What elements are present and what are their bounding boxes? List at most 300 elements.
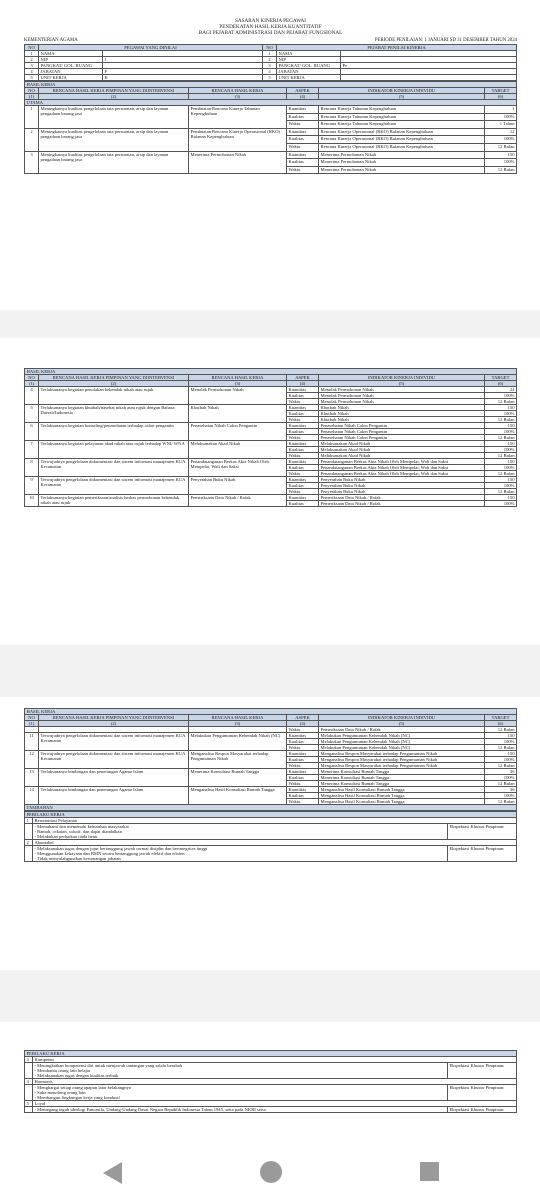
behavior-items: [33, 824, 448, 840]
field-label: JABATAN: [39, 69, 103, 75]
rhk-pimpinan-cell: Terlaksananya kegiatan khutbah/nasehat nikah atau rujuk dengan Bahasa Daerah/Indonesia: [39, 405, 189, 423]
row-number: 2: [25, 840, 33, 846]
rhk-pimpinan-cell: Terwujudnya pengelolaan dokumentasi dan sistem informasi manajemen KUA Kecamatan: [39, 459, 189, 477]
row-number: 2: [25, 57, 39, 63]
aspek-cell: Waktu: [287, 143, 319, 151]
field-label: PANGKAT/ GOL. RUANG: [39, 63, 103, 69]
target-cell: 150: [485, 405, 517, 411]
indikator-cell: Pemeriksaan Data Nikah / Rafak: [319, 495, 485, 501]
row-number: 7: [25, 441, 39, 459]
behavior-item: - Ramah, cekatan, solutif, dan dapat diandalkan: [34, 829, 122, 834]
identity-no-header: NO: [25, 45, 39, 51]
indikator-cell: Rencana Kinerja Tahunan Kepenghuluan: [319, 121, 485, 129]
row-number: 4: [25, 1079, 33, 1085]
aspek-cell: Waktu: [287, 121, 319, 129]
empty-cell: [25, 1107, 33, 1113]
indikator-cell: Melakukan Pengumuman Kehendak Nikah (NC): [319, 733, 485, 739]
aspek-cell: Kualitas: [287, 757, 319, 763]
behavior-item: - Melaksanakan tugas dengan kualitas terbaik: [34, 1073, 119, 1078]
target-cell: 12 Bulan: [485, 799, 517, 805]
aspek-cell: Waktu: [287, 453, 319, 459]
indikator-cell: Menerima Konsultasi Rumah Tangga: [319, 775, 485, 781]
aspek-cell: Kuantitas: [287, 387, 319, 393]
title-line-2: PENDEKATAN HASIL KERJA KUANTITATIF: [219, 24, 322, 30]
rhk-pimpinan-cell: Meningkatnya kualitas pengelolaan tata persuratan, arsip dan layanan pengadaan barang jasa: [39, 106, 189, 129]
aspek-cell: Kualitas: [287, 393, 319, 399]
rhk-pimpinan-cell: Terwujudnya pengelolaan dokumentasi dan sistem informasi manajemen KUA Kecamatan: [39, 477, 189, 495]
behavior-item: - Melakukan perbaikan tiada henti: [34, 834, 98, 839]
behavior-item: - Melaksanakan tugas dengan jujur bertanggung jawab cermat disiplin dan berintegritas tinggi: [34, 846, 208, 851]
col-index: (4): [287, 381, 319, 387]
col-index: (2): [39, 721, 189, 727]
col-index: (2): [39, 94, 189, 100]
indikator-cell: Melaksanakan Akad Nikah: [319, 447, 485, 453]
target-cell: 12 Bulan: [485, 435, 517, 441]
col-target: TARGET: [485, 375, 517, 381]
aspek-cell: Kuantitas: [287, 787, 319, 793]
field-label: NIP: [277, 57, 341, 63]
aspek-cell: Waktu: [287, 399, 319, 405]
col-index: (3): [189, 94, 287, 100]
target-cell: 150: [485, 441, 517, 447]
indikator-cell: Penandatanganan Berkas Akta Nikah Oleh Mempelai, Wali dan Saksi: [319, 465, 485, 471]
field-value: Pe: [341, 63, 517, 69]
col-rhk: RENCANA HASIL KERJA: [189, 88, 287, 94]
indikator-cell: Khutbah Nikah: [319, 411, 485, 417]
field-label: NIP: [39, 57, 103, 63]
leader-expectation: Ekspektasi Khusus Pimpinan:: [448, 1085, 517, 1101]
aspek-cell: Kuantitas: [287, 128, 319, 136]
field-label: NAMA: [39, 51, 103, 57]
empty-cell: [25, 846, 33, 862]
field-value: [341, 75, 517, 81]
field-label: NAMA: [277, 51, 341, 57]
document-page-3: [24, 708, 517, 862]
indikator-cell: Menganalisa Respon Masyarakat terhadap Pengumuman Nikah: [319, 763, 485, 769]
circle-home-icon[interactable]: [260, 1161, 282, 1183]
target-cell: 12 Bulan: [485, 745, 517, 751]
section-hasil-kerja: HASIL KERJA: [25, 82, 517, 88]
col-aspek: ASPEK: [287, 715, 319, 721]
aspek-cell: Kualitas: [287, 113, 319, 121]
field-value: 1: [103, 57, 263, 63]
row-number: 13: [25, 769, 39, 787]
col-index: (5): [319, 721, 485, 727]
aspek-cell: Kualitas: [287, 775, 319, 781]
aspek-cell: Waktu: [287, 471, 319, 477]
rhk-cell: Menerima Permohonan Nikah: [189, 151, 287, 174]
col-target: TARGET: [485, 715, 517, 721]
indikator-cell: Menganalisa Hasil Konsultasi Rumah Tangga: [319, 787, 485, 793]
indikator-cell: Penandatanganan Berkas Akta Nikah Oleh Mempelai, Wali dan Saksi: [319, 471, 485, 477]
work-results-table-3: [24, 708, 517, 811]
row-number: 4: [25, 387, 39, 405]
identity-table: [24, 44, 517, 81]
indikator-cell: Pemeriksaan Data Nikah / Rafak: [319, 501, 485, 507]
col-index: (6): [485, 94, 517, 100]
aspek-cell: Kualitas: [287, 793, 319, 799]
indikator-cell: Melaksanakan Akad Nikah: [319, 441, 485, 447]
field-value: F: [103, 69, 263, 75]
row-number: 5: [263, 75, 277, 81]
work-result-row: [25, 106, 517, 114]
col-index: (1): [25, 94, 39, 100]
row-number: 4: [25, 69, 39, 75]
leader-expectation: Ekspektasi Khusus Pimpinan:: [448, 824, 517, 840]
col-index: (1): [25, 381, 39, 387]
target-cell: 12: [485, 128, 517, 136]
title-line-3: BAGI PEJABAT ADMINISTRASI DAN PEJABAT FUNGSIONAL: [198, 30, 343, 36]
document-page-1: [24, 18, 517, 174]
document-page-2: [24, 368, 517, 507]
behavior-item: - Membangun lingkungan kerja yang kondusif: [34, 1095, 120, 1100]
target-cell: 100%: [485, 793, 517, 799]
target-cell: 150: [485, 459, 517, 465]
col-no: NO: [25, 88, 39, 94]
section-hasil-kerja: HASIL KERJA: [25, 369, 517, 375]
col-index: (5): [319, 94, 485, 100]
col-aspek: ASPEK: [287, 88, 319, 94]
indikator-cell: Penasehatan Nikah Calon Pengantin: [319, 423, 485, 429]
indikator-cell: Rencana Kinerja Tahunan Kepenghuluan: [319, 113, 485, 121]
empty-cell: [25, 1085, 33, 1101]
work-results-table-1: [24, 81, 517, 174]
aspek-cell: Kuantitas: [287, 405, 319, 411]
assessment-period: PERIODE PENILAIAN: 1 JANUARI SD 31 DESEMBER TAHUN 2024: [374, 38, 517, 43]
target-cell: 12 Bulan: [485, 453, 517, 459]
aspek-cell: Kuantitas: [287, 477, 319, 483]
indikator-cell: Penyerahan Buku Nikah: [319, 489, 485, 495]
indikator-cell: Menganalisa Respon Masyarakat terhadap Pengumuman Nikah: [319, 751, 485, 757]
col-rhk: RENCANA HASIL KERJA: [189, 715, 287, 721]
leader-expectation: Ekspektasi Khusus Pimpinan:: [448, 1107, 517, 1113]
col-no: NO: [25, 375, 39, 381]
aspek-cell: Kuantitas: [287, 495, 319, 501]
col-index: (3): [189, 721, 287, 727]
aspek-cell: Kuantitas: [287, 751, 319, 757]
page-gap: [0, 970, 540, 1022]
target-cell: 100%: [485, 447, 517, 453]
target-cell: 36: [485, 769, 517, 775]
col-index: (6): [485, 721, 517, 727]
target-cell: 12 Bulan: [485, 399, 517, 405]
indikator-cell: Penasehatan Nikah Calon Pengantin: [319, 435, 485, 441]
indikator-cell: Rencana Kinerja Operasional (RKO) Bulanan Kepenghuluan: [319, 136, 485, 144]
aspek-cell: Waktu: [287, 435, 319, 441]
aspek-cell: Kuantitas: [287, 769, 319, 775]
row-number: 3: [25, 151, 39, 174]
triangle-back-icon[interactable]: [103, 1162, 122, 1184]
title-line-1: SASARAN KINERJA PEGAWAI: [234, 18, 307, 24]
aspek-cell: Waktu: [287, 727, 319, 733]
col-index: (4): [287, 721, 319, 727]
target-cell: 100%: [485, 501, 517, 507]
target-cell: 12 Bulan: [485, 763, 517, 769]
row-number: 5: [25, 1101, 33, 1107]
aspek-cell: Kualitas: [287, 501, 319, 507]
indikator-cell: Menganalisa Respon Masyarakat terhadap Pengumuman Nikah: [319, 757, 485, 763]
leader-expectation: Ekspektasi Khusus Pimpinan:: [448, 1063, 517, 1079]
behavior-item: - Membantu orang lain belajar: [34, 1068, 91, 1073]
rhk-pimpinan-cell: Terlaksananya kegiatan pelayanan akad nikah atau rujuk terhadap WNI/ WNA: [39, 441, 189, 459]
row-number: 10: [25, 495, 39, 507]
target-cell: 100%: [485, 429, 517, 435]
work-result-row: [25, 459, 517, 465]
rhk-cell: Melaksanakan Akad Nikah: [189, 441, 287, 459]
target-cell: 36: [485, 787, 517, 793]
aspek-cell: Kuantitas: [287, 106, 319, 114]
aspek-cell: Kualitas: [287, 159, 319, 167]
target-cell: 150: [485, 733, 517, 739]
behavior-detail-row: [25, 846, 517, 862]
indikator-cell: Rencana Kinerja Operasional (RKO) Bulanan Kepenghuluan: [319, 128, 485, 136]
aspek-cell: Kuantitas: [287, 733, 319, 739]
behavior-items: [33, 1063, 448, 1079]
indikator-cell: Khutbah Nikah: [319, 417, 485, 423]
indikator-cell: Melaksanakan Akad Nikah: [319, 453, 485, 459]
behavior-item: - Meningkatkan kompetensi diri untuk menjawab tantangan yang selalu berubah: [34, 1063, 183, 1068]
target-cell: 1 Tahun: [485, 121, 517, 129]
behavior-title: Loyal: [33, 1101, 517, 1107]
rhk-pimpinan-cell: Terlaksananya kegiatan pemeriksaan/analisis berkas permohonan kehendak nikah atau rujuk: [39, 495, 189, 507]
target-cell: 100%: [485, 393, 517, 399]
identity-row: [25, 75, 517, 81]
target-cell: 150: [485, 495, 517, 501]
behavior-title: Akuntabel: [33, 840, 517, 846]
target-cell: 150: [485, 151, 517, 159]
target-cell: 12 Bulan: [485, 727, 517, 733]
target-cell: 100%: [485, 739, 517, 745]
col-index: (1): [25, 721, 39, 727]
row-number: 6: [25, 423, 39, 441]
navigation-bar: [0, 1150, 540, 1200]
row-number: 2: [25, 128, 39, 151]
work-result-row: [25, 128, 517, 136]
behavior-item: - Suka menolong orang lain: [34, 1090, 86, 1095]
target-cell: 12 Bulan: [485, 781, 517, 787]
col-rhk-pimpinan: RENCANA HASIL KERJA PIMPINAN YANG DIINTERVENSI: [39, 88, 189, 94]
target-cell: 24: [485, 387, 517, 393]
target-cell: 100%: [485, 775, 517, 781]
field-label: PANGKAT/ GOL. RUANG: [277, 63, 341, 69]
field-label: JABATAN: [277, 69, 341, 75]
rhk-cell: Pembuatan Rencana Kinerja Tahunan Kepenghuluan: [189, 106, 287, 129]
behavior-items: [33, 1085, 448, 1101]
row-number: 1: [25, 818, 33, 824]
document-page-4: [24, 1050, 517, 1113]
field-label: UNIT KERJA: [277, 75, 341, 81]
target-cell: 100%: [485, 159, 517, 167]
indikator-cell: Menganalisa Hasil Konsultasi Rumah Tangga: [319, 799, 485, 805]
rhk-cell: Penasehatan Nikah Calon Pengantin: [189, 423, 287, 441]
col-rhk-pimpinan: RENCANA HASIL KERJA PIMPINAN YANG DIINTERVENSI: [39, 375, 189, 381]
behavior-items: [33, 1107, 448, 1113]
col-index: (2): [39, 381, 189, 387]
target-cell: 150: [485, 477, 517, 483]
col-target: TARGET: [485, 88, 517, 94]
target-cell: 100%: [485, 483, 517, 489]
behavior-item: - Memahami dan memenuhi kebutuhan masyarakat: [34, 824, 129, 829]
behavior-detail-row: [25, 1063, 517, 1079]
row-number: 4: [263, 69, 277, 75]
aspek-cell: Kualitas: [287, 739, 319, 745]
rhk-pimpinan-cell: Terwujudnya pengelolaan dokumentasi dan sistem informasi manajemen KUA Kecamatan: [39, 751, 189, 769]
aspek-cell: Kualitas: [287, 483, 319, 489]
aspek-cell: Kuantitas: [287, 423, 319, 429]
field-value: K: [103, 75, 263, 81]
rhk-cell: Menganalisa Respon Masyarakat terhadap Pengumuman Nikah: [189, 751, 287, 769]
aspek-cell: Waktu: [287, 489, 319, 495]
empty-cell: [25, 1063, 33, 1079]
row-number: 2: [263, 57, 277, 63]
section-perilaku-kerja: PERILAKU KERJA: [25, 812, 517, 818]
behavior-item: - Memegang teguh ideologi Pancasila, Undang-Undang Dasar Negara Republik Indonesia Tahun 1945, setia pada NKRI serta: [34, 1107, 266, 1112]
row-number: 12: [25, 751, 39, 769]
target-cell: 12 Bulan: [485, 417, 517, 423]
row-number: 8: [25, 459, 39, 477]
row-number: 1: [25, 106, 39, 129]
rhk-pimpinan-cell: Meningkatnya kualitas pengelolaan tata persuratan, arsip dan layanan pengadaan barang jasa: [39, 151, 189, 174]
col-index: (6): [485, 381, 517, 387]
leader-expectation: Ekspektasi Khusus Pimpinan:: [448, 846, 517, 862]
aspek-cell: Waktu: [287, 166, 319, 174]
target-cell: 1: [485, 106, 517, 114]
rhk-cell: Melakukan Pengumuman Kehendak Nikah (NC): [189, 733, 287, 751]
target-cell: 100%: [485, 757, 517, 763]
col-aspek: ASPEK: [287, 375, 319, 381]
indikator-cell: Rencana Kinerja Tahunan Kepenghuluan: [319, 106, 485, 114]
empty-cell: [25, 824, 33, 840]
rhk-pimpinan-cell: Terwujudnya pengelolaan dokumentasi dan sistem informasi manajemen KUA Kecamatan: [39, 733, 189, 751]
aspek-cell: Kuantitas: [287, 459, 319, 465]
section-hasil-kerja: HASIL KERJA: [25, 709, 517, 715]
behavior-title: Kompeten: [33, 1057, 517, 1063]
page-gap: [0, 310, 540, 338]
aspek-cell: Waktu: [287, 799, 319, 805]
target-cell: 100%: [485, 465, 517, 471]
indikator-cell: Rencana Kinerja Operasional (RKO) Bulanan Kepenghuluan: [319, 143, 485, 151]
aspek-cell: Waktu: [287, 763, 319, 769]
indikator-cell: Menolak Permohonan Nikah: [319, 393, 485, 399]
indikator-cell: Penandatanganan Berkas Akta Nikah Oleh Mempelai, Wali dan Saksi: [319, 459, 485, 465]
rhk-cell: Menolak Permohonan Nikah: [189, 387, 287, 405]
indikator-cell: Menerima Permohonan Nikah: [319, 159, 485, 167]
behavior-table-2: [24, 1050, 517, 1113]
section-tambahan: TAMBAHAN: [25, 805, 517, 811]
col-no: NO: [25, 715, 39, 721]
indikator-cell: Menerima Permohonan Nikah: [319, 166, 485, 174]
aspek-cell: Waktu: [287, 745, 319, 751]
target-cell: 12 Bulan: [485, 166, 517, 174]
document-title: [24, 18, 517, 36]
row-number: 5: [25, 75, 39, 81]
indikator-cell: Menerima Konsultasi Rumah Tangga: [319, 769, 485, 775]
organization-name: KEMENTERIAN AGAMA: [24, 38, 78, 43]
col-indikator: INDIKATOR KINERJA INDIVIDU: [319, 88, 485, 94]
behavior-item: - Tidak menyalahgunakan kewenangan jabatan: [34, 856, 121, 861]
indikator-cell: Melakukan Pengumuman Kehendak Nikah (NC): [319, 745, 485, 751]
field-label: UNIT KERJA: [39, 75, 103, 81]
col-index: (5): [319, 381, 485, 387]
behavior-detail-row: [25, 1107, 517, 1113]
col-rhk-pimpinan: RENCANA HASIL KERJA PIMPINAN YANG DIINTERVENSI: [39, 715, 189, 721]
target-cell: 100%: [485, 113, 517, 121]
aspek-cell: Kualitas: [287, 429, 319, 435]
row-number: 14: [25, 787, 39, 805]
behavior-item: - Menggunakan kekayaan dan BMN secara bertanggung jawab efektif dan efisien: [34, 851, 185, 856]
behavior-detail-row: [25, 824, 517, 840]
aspek-cell: Waktu: [287, 417, 319, 423]
col-indikator: INDIKATOR KINERJA INDIVIDU: [319, 715, 485, 721]
row-number: 9: [25, 477, 39, 495]
target-cell: 100%: [485, 411, 517, 417]
col-indikator: INDIKATOR KINERJA INDIVIDU: [319, 375, 485, 381]
aspek-cell: Kualitas: [287, 465, 319, 471]
behavior-table-1: [24, 811, 517, 862]
aspek-cell: Kuantitas: [287, 151, 319, 159]
rhk-pimpinan-cell: Terlaksananya kegiatan konseling/penasehatan terhadap calon pengantin: [39, 423, 189, 441]
rhk-pimpinan-cell: Terlaksananya bimbingan dan penerangan Agama Islam: [39, 769, 189, 787]
rhk-cell: Khutbah Nikah: [189, 405, 287, 423]
rhk-cell: Pemeriksaan Data Nikah / Rafak: [189, 495, 287, 507]
rhk-cell: Menganalisa Hasil Konsultasi Rumah Tangga: [189, 787, 287, 805]
indikator-cell: Menolak Permohonan Nikah: [319, 399, 485, 405]
behavior-items: [33, 846, 448, 862]
indikator-cell: Menerima Permohonan Nikah: [319, 151, 485, 159]
indikator-cell: Pemeriksaan Data Nikah / Rafak: [319, 727, 485, 733]
target-cell: 150: [485, 423, 517, 429]
assessed-employee-header: PEGAWAI YANG DINILAI: [39, 45, 263, 51]
row-number: 5: [25, 405, 39, 423]
indikator-cell: Menganalisa Hasil Konsultasi Rumah Tangga: [319, 793, 485, 799]
behavior-item: - Menghargai setiap orang apapun latar belakangnya: [34, 1085, 131, 1090]
rhk-pimpinan-cell: Meningkatnya kualitas pengelolaan tata persuratan, arsip dan layanan pengadaan barang jasa: [39, 128, 189, 151]
section-utama: UTAMA: [25, 100, 517, 106]
aspek-cell: Kualitas: [287, 136, 319, 144]
behavior-title: Harmonis: [33, 1079, 517, 1085]
col-index: (3): [189, 381, 287, 387]
row-number: 1: [263, 51, 277, 57]
rhk-pimpinan-cell: Terlaksananya bimbingan dan penerangan Agama Islam: [39, 787, 189, 805]
identity-no-header: NO: [263, 45, 277, 51]
target-cell: 100%: [485, 136, 517, 144]
row-number: 11: [25, 733, 39, 751]
target-cell: 150: [485, 751, 517, 757]
indikator-cell: Menolak Permohonan Nikah: [319, 387, 485, 393]
rhk-cell: Pembuatan Rencana Kinerja Operasional (RKO) Bulanan Kepenghuluan: [189, 128, 287, 151]
behavior-detail-row: [25, 1085, 517, 1101]
square-recent-icon[interactable]: [420, 1162, 439, 1181]
col-rhk: RENCANA HASIL KERJA: [189, 375, 287, 381]
aspek-cell: Kuantitas: [287, 441, 319, 447]
rhk-cell: Penyerahan Buku Nikah: [189, 477, 287, 495]
row-number: 3: [25, 63, 39, 69]
aspek-cell: Kualitas: [287, 447, 319, 453]
aspek-cell: Kualitas: [287, 411, 319, 417]
page-gap: [0, 645, 540, 697]
indikator-cell: Penasehatan Nikah Calon Pengantin: [319, 429, 485, 435]
section-perilaku-kerja: PERILAKU KERJA: [25, 1051, 517, 1057]
indikator-cell: Penyerahan Buku Nikah: [319, 483, 485, 489]
work-results-table-2: [24, 368, 517, 507]
row-number: 3: [263, 63, 277, 69]
indikator-cell: Khutbah Nikah: [319, 405, 485, 411]
indikator-cell: Melakukan Pengumuman Kehendak Nikah (NC): [319, 739, 485, 745]
target-cell: 12 Bulan: [485, 489, 517, 495]
row-number: 1: [25, 51, 39, 57]
rhk-cell: Penandatanganan Berkas Akta Nikah Oleh Mempelai, Wali dan Saksi: [189, 459, 287, 477]
rhk-cell: Menerima Konsultasi Rumah Tangga: [189, 769, 287, 787]
